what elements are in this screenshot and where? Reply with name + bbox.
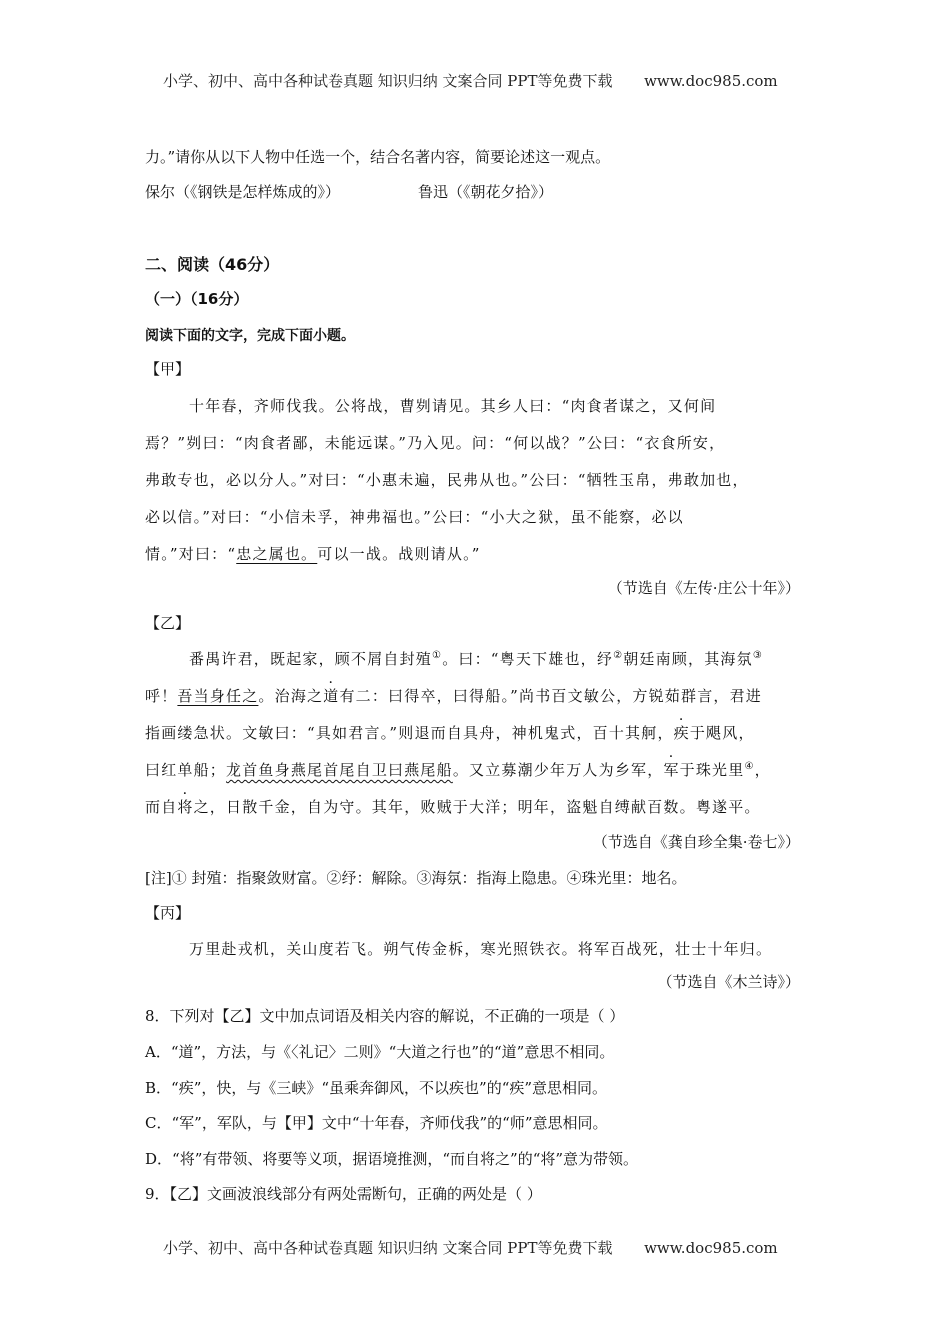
yi-label: 【乙】 (145, 614, 191, 632)
page-footer (163, 1237, 778, 1258)
section-title: 二、阅读（46分） (145, 255, 280, 274)
yi-line-2 (145, 685, 762, 706)
yi-notes: [注]① 封殖：指聚敛财富。②纾：解除。③海氛：指海上隐患。④珠光里：地名。 (145, 869, 687, 887)
yi-line-1 (189, 648, 763, 669)
jia-line-1: 十年春，齐师伐我。公将战，曹刿请见。其乡人曰：“肉食者谋之，又何间 (189, 397, 717, 415)
yi-l1-b: 。曰：“粤天下雄也，纾 (442, 650, 614, 668)
page-header (163, 70, 778, 91)
yi-underlined: 吾当身任之 (177, 687, 259, 705)
note-ref-3: ③ (752, 650, 764, 661)
yi-wavy-line: 龙首鱼身燕尾首尾自卫曰燕尾船 (226, 761, 453, 779)
yi-line-5 (145, 796, 761, 817)
option-luxun: 鲁迅（《朝花夕拾》） (418, 183, 554, 201)
footer-url[interactable]: www.doc985.com (644, 1239, 778, 1257)
q8-option-a: A．“道”，方法，与《〈礼记〉二则》“大道之行也”的“道”意思不相同。 (145, 1043, 615, 1061)
yi-l5-b: 之，日散千金，自为守。其年，败贼于大洋；明年，盗魁自缚献百数。粤遂平。 (193, 798, 761, 816)
yi-l1-c: 朝廷南顾，其海氛 (623, 650, 753, 668)
jia-label: 【甲】 (145, 360, 191, 378)
dotted-word-dao: 道 (323, 687, 340, 705)
question-9: 9．【乙】文画波浪线部分有两处需断句，正确的两处是（ ） (145, 1185, 542, 1203)
yi-l4-d: ， (754, 761, 771, 779)
jia-line-5 (145, 543, 481, 564)
jia-source: （节选自《左传·庄公十年》） (607, 579, 800, 597)
sub-section-title: （一）（16分） (145, 290, 249, 308)
note-ref-4: ④ (744, 761, 755, 772)
header-text: 小学、初中、高中各种试卷真题 知识归纳 文案合同 PPT等免费下载 (163, 72, 613, 90)
header-url[interactable]: www.doc985.com (644, 72, 778, 90)
yi-l4-c: 于珠光里 (679, 761, 745, 779)
q8-option-d: D．“将”有带领、将要等义项，据语境推测，“而自将之”的“将”意为带领。 (145, 1150, 639, 1168)
bing-label: 【丙】 (145, 904, 191, 922)
dotted-word-jun: 军 (663, 761, 680, 779)
yi-l1-a: 番禺许君，既起家，顾不屑自封殖 (189, 650, 433, 668)
jia-underlined: 忠之属也。 (236, 545, 318, 563)
q8-option-b: B．“疾”，快，与《三峡》“虽乘奔御风，不以疾也”的“疾”意思相同。 (145, 1079, 608, 1097)
jia-l5-b: 可以一战。战则请从。” (317, 545, 481, 563)
yi-source: （节选自《龚自珍全集·卷七》） (592, 833, 800, 851)
instruction: 阅读下面的文字，完成下面小题。 (145, 328, 355, 344)
yi-l3-b: 于飓风， (689, 724, 755, 742)
bing-source: （节选自《木兰诗》） (657, 973, 800, 991)
yi-l2-b: 。治海之 (258, 687, 324, 705)
bing-line-1: 万里赴戎机，关山度若飞。朔气传金柝，寒光照铁衣。将军百战死，壮士十年归。 (189, 940, 773, 958)
intro-line: 力。”请你从以下人物中任选一个，结合名著内容，简要论述这一观点。 (145, 148, 611, 166)
yi-l4-b: 。又立募潮少年万人为乡军， (452, 761, 664, 779)
yi-line-4 (145, 759, 771, 780)
yi-l2-a: 呼！ (145, 687, 178, 705)
jia-line-3: 弗敢专也，必以分人。”对曰：“小惠未遍，民弗从也。”公曰：“牺牲玉帛，弗敢加也， (145, 471, 749, 489)
dotted-word-jiang: 将 (177, 798, 194, 816)
note-ref-1: ① (432, 650, 443, 661)
note-ref-2: ② (613, 650, 624, 661)
question-8: 8．下列对【乙】文中加点词语及相关内容的解说，不正确的一项是（ ） (145, 1007, 625, 1025)
jia-l5-a: 情。”对曰：“ (145, 545, 237, 563)
q8-option-c: C．“军”，军队，与【甲】文中“十年春，齐师伐我”的“师”意思相同。 (145, 1114, 608, 1132)
yi-l3-a: 指画缕急状。文敏曰：“具如君言。”则退而自具舟，神机鬼式，百十其舸， (145, 724, 674, 742)
yi-l5-a: 而自 (145, 798, 178, 816)
jia-line-4: 必以信。”对曰：“小信未孚，神弗福也。”公曰：“小大之狱，虽不能察，必以 (145, 508, 684, 526)
jia-line-2: 焉？”刿曰：“肉食者鄙，未能远谋。”乃入见。问：“何以战？”公曰：“衣食所安， (145, 434, 726, 452)
yi-l2-c: 有二：曰得卒，曰得船。”尚书百文敏公，方锐茹群言，君进 (339, 687, 763, 705)
yi-line-3 (145, 722, 755, 743)
option-baoer: 保尔（《钢铁是怎样炼成的》） (145, 183, 341, 201)
dotted-word-ji: 疾 (673, 724, 690, 742)
footer-text: 小学、初中、高中各种试卷真题 知识归纳 文案合同 PPT等免费下载 (163, 1239, 613, 1257)
yi-l4-a: 曰红单船； (145, 761, 227, 779)
